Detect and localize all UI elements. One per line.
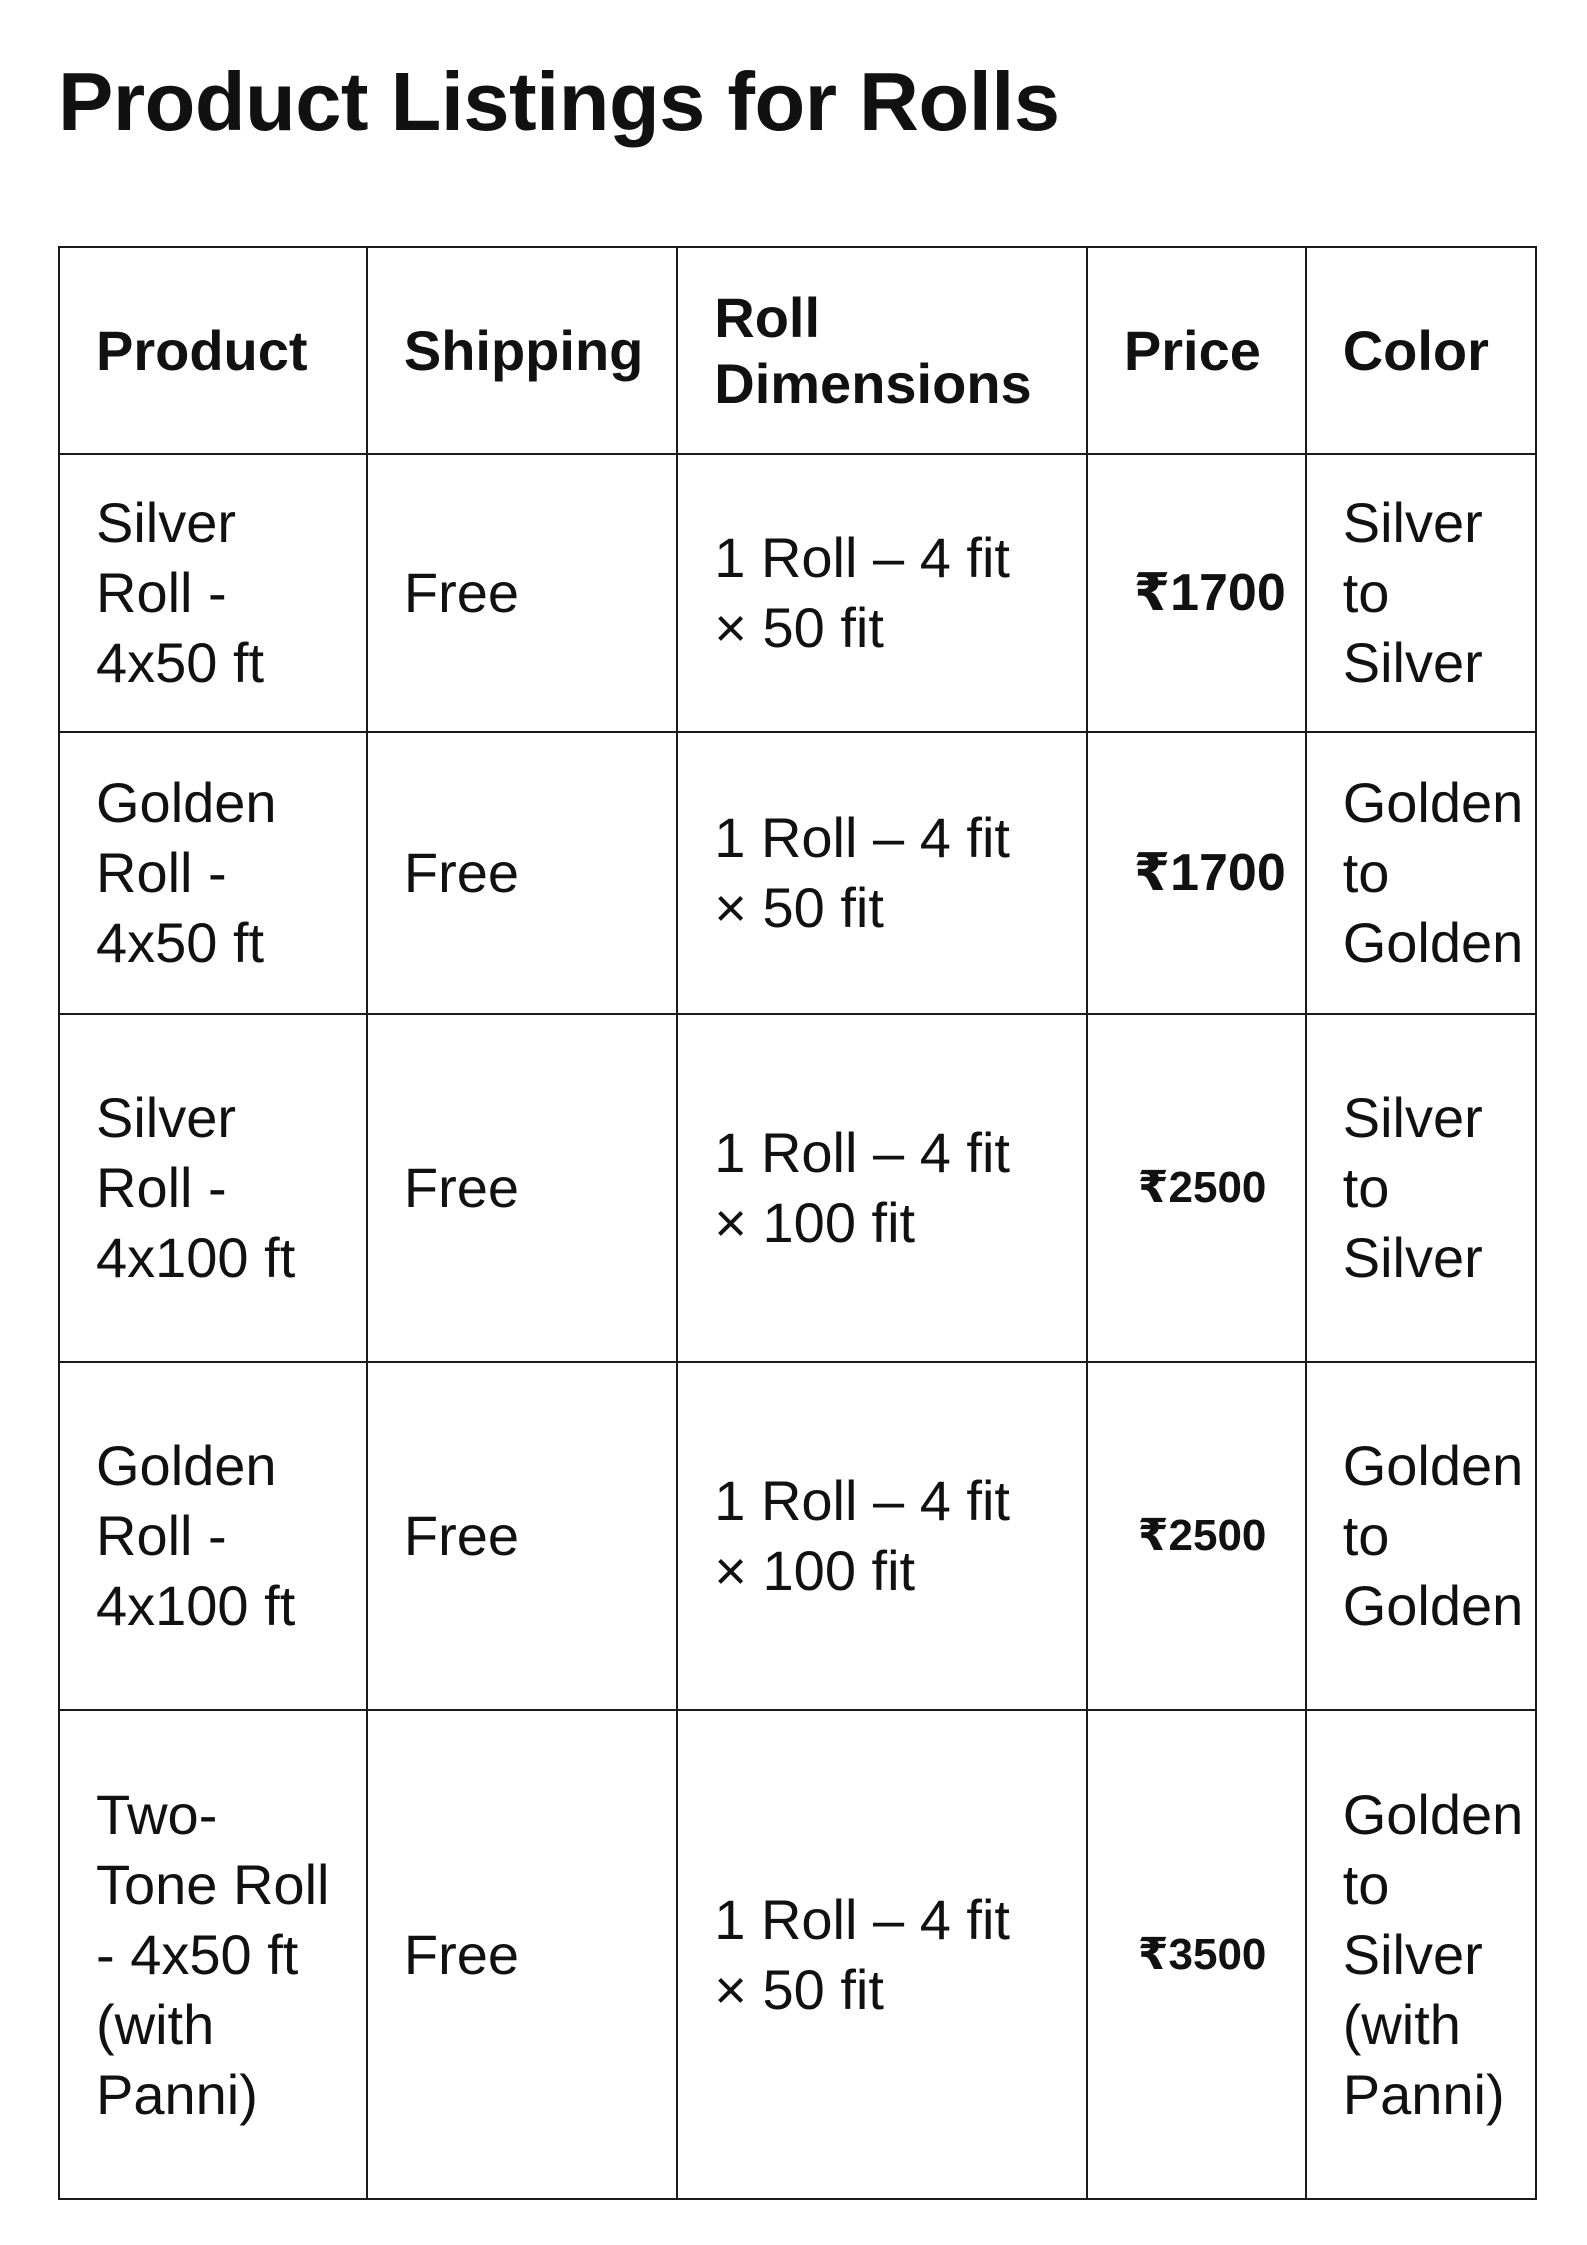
cell-product: Golden Roll - 4x100 ft bbox=[59, 1362, 367, 1710]
cell-product: Golden Roll - 4x50 ft bbox=[59, 732, 367, 1014]
table-row bbox=[59, 732, 1536, 1014]
cell-shipping: Free bbox=[367, 1014, 677, 1362]
cell-product: Silver Roll - 4x50 ft bbox=[59, 454, 367, 732]
cell-color: Golden to Silver (with Panni) bbox=[1306, 1710, 1536, 2199]
cell-product: Two-Tone Roll - 4x50 ft (with Panni) bbox=[59, 1710, 367, 2199]
cell-shipping: Free bbox=[367, 454, 677, 732]
cell-shipping: Free bbox=[367, 732, 677, 1014]
page-title: Product Listings for Rolls bbox=[58, 55, 1060, 148]
cell-color: Silver to Silver bbox=[1306, 454, 1536, 732]
cell-dimensions: 1 Roll – 4 fit × 100 fit bbox=[677, 1014, 1087, 1362]
cell-dimensions: 1 Roll – 4 fit × 50 fit bbox=[677, 454, 1087, 732]
table-row bbox=[59, 1710, 1536, 2199]
header-price: Price bbox=[1087, 247, 1306, 454]
cell-price: ₹1700 bbox=[1087, 732, 1306, 1014]
table-row bbox=[59, 454, 1536, 732]
table-body bbox=[59, 454, 1536, 2199]
cell-product: Silver Roll - 4x100 ft bbox=[59, 1014, 367, 1362]
cell-dimensions: 1 Roll – 4 fit × 100 fit bbox=[677, 1362, 1087, 1710]
cell-dimensions: 1 Roll – 4 fit × 50 fit bbox=[677, 732, 1087, 1014]
cell-dimensions: 1 Roll – 4 fit × 50 fit bbox=[677, 1710, 1087, 2199]
cell-price: ₹3500 bbox=[1087, 1710, 1306, 2199]
cell-price: ₹2500 bbox=[1087, 1014, 1306, 1362]
table-row bbox=[59, 1014, 1536, 1362]
product-listings-table bbox=[58, 246, 1537, 2200]
header-row bbox=[59, 247, 1536, 454]
cell-color: Golden to Golden bbox=[1306, 1362, 1536, 1710]
header-product: Product bbox=[59, 247, 367, 454]
table-row bbox=[59, 1362, 1536, 1710]
cell-shipping: Free bbox=[367, 1362, 677, 1710]
cell-shipping: Free bbox=[367, 1710, 677, 2199]
header-roll-dimensions: Roll Dimensions bbox=[677, 247, 1087, 454]
header-color: Color bbox=[1306, 247, 1536, 454]
cell-color: Silver to Silver bbox=[1306, 1014, 1536, 1362]
cell-price: ₹2500 bbox=[1087, 1362, 1306, 1710]
table-header bbox=[59, 247, 1536, 454]
cell-price: ₹1700 bbox=[1087, 454, 1306, 732]
header-shipping: Shipping bbox=[367, 247, 677, 454]
cell-color: Golden to Golden bbox=[1306, 732, 1536, 1014]
